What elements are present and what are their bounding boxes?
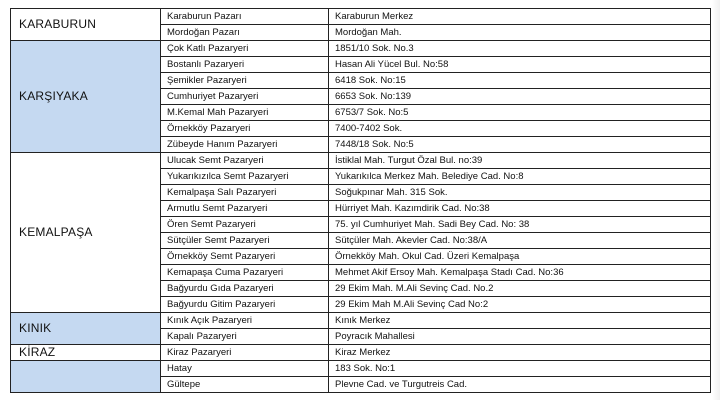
table-row bbox=[11, 313, 711, 329]
district-cell: KİRAZ bbox=[11, 345, 161, 361]
market-address-cell: 183 Sok. No:1 bbox=[329, 361, 711, 377]
district-cell: KARŞIYAKA bbox=[11, 41, 161, 153]
market-table-body bbox=[11, 9, 711, 393]
market-address-cell: Karaburun Merkez bbox=[329, 9, 711, 25]
market-address-cell: Plevne Cad. ve Turgutreis Cad. bbox=[329, 377, 711, 393]
market-table-sheet bbox=[10, 8, 710, 393]
market-address-cell: 29 Ekim Mah M.Ali Sevinç Cad No:2 bbox=[329, 297, 711, 313]
market-name-cell: Mordoğan Pazarı bbox=[161, 25, 329, 41]
market-address-cell: 1851/10 Sok. No.3 bbox=[329, 41, 711, 57]
market-name-cell: Kemapaşa Cuma Pazaryeri bbox=[161, 265, 329, 281]
market-address-cell: 6653 Sok. No:139 bbox=[329, 89, 711, 105]
table-row bbox=[11, 345, 711, 361]
market-name-cell: M.Kemal Mah Pazaryeri bbox=[161, 105, 329, 121]
market-name-cell: Ulucak Semt Pazaryeri bbox=[161, 153, 329, 169]
market-name-cell: Şemikler Pazaryeri bbox=[161, 73, 329, 89]
page-edge-shadow bbox=[712, 0, 720, 400]
table-row bbox=[11, 361, 711, 377]
market-name-cell: Gültepe bbox=[161, 377, 329, 393]
district-cell: KARABURUN bbox=[11, 9, 161, 41]
market-address-cell: Kiraz Merkez bbox=[329, 345, 711, 361]
market-name-cell: Yukarıkızılca Semt Pazaryeri bbox=[161, 169, 329, 185]
market-name-cell: Kiraz Pazaryeri bbox=[161, 345, 329, 361]
market-address-cell: 7400-7402 Sok. bbox=[329, 121, 711, 137]
market-name-cell: Bağyurdu Gitim Pazaryeri bbox=[161, 297, 329, 313]
market-name-cell: Kapalı Pazaryeri bbox=[161, 329, 329, 345]
market-name-cell: Bostanlı Pazaryeri bbox=[161, 57, 329, 73]
table-row bbox=[11, 41, 711, 57]
table-row bbox=[11, 153, 711, 169]
market-address-cell: Örnekköy Mah. Okul Cad. Üzeri Kemalpaşa bbox=[329, 249, 711, 265]
market-name-cell: Karaburun Pazarı bbox=[161, 9, 329, 25]
market-address-cell: Hürriyet Mah. Kazımdirik Cad. No:38 bbox=[329, 201, 711, 217]
market-address-cell: 6418 Sok. No:15 bbox=[329, 73, 711, 89]
market-name-cell: Bağyurdu Gıda Pazaryeri bbox=[161, 281, 329, 297]
market-address-cell: Mordoğan Mah. bbox=[329, 25, 711, 41]
market-name-cell: Örnekköy Semt Pazaryeri bbox=[161, 249, 329, 265]
market-address-cell: Hasan Ali Yücel Bul. No:58 bbox=[329, 57, 711, 73]
market-address-cell: İstiklal Mah. Turgut Özal Bul. no:39 bbox=[329, 153, 711, 169]
market-name-cell: Cumhuriyet Pazaryeri bbox=[161, 89, 329, 105]
district-cell: KEMALPAŞA bbox=[11, 153, 161, 313]
market-address-cell: Yukarıkılca Merkez Mah. Belediye Cad. No:8 bbox=[329, 169, 711, 185]
market-name-cell: Kemalpaşa Salı Pazaryeri bbox=[161, 185, 329, 201]
market-name-cell: Örnekköy Pazaryeri bbox=[161, 121, 329, 137]
market-name-cell: Armutlu Semt Pazaryeri bbox=[161, 201, 329, 217]
table-row bbox=[11, 9, 711, 25]
market-name-cell: Zübeyde Hanım Pazaryeri bbox=[161, 137, 329, 153]
market-name-cell: Kınık Açık Pazaryeri bbox=[161, 313, 329, 329]
district-cell bbox=[11, 361, 161, 393]
market-address-cell: Soğukpınar Mah. 315 Sok. bbox=[329, 185, 711, 201]
market-address-cell: 75. yıl Cumhuriyet Mah. Sadi Bey Cad. No: 38 bbox=[329, 217, 711, 233]
market-address-cell: 6753/7 Sok. No:5 bbox=[329, 105, 711, 121]
market-name-cell: Ören Semt Pazaryeri bbox=[161, 217, 329, 233]
market-name-cell: Hatay bbox=[161, 361, 329, 377]
market-address-cell: 7448/18 Sok. No:5 bbox=[329, 137, 711, 153]
market-address-cell: Kınık Merkez bbox=[329, 313, 711, 329]
district-cell: KINIK bbox=[11, 313, 161, 345]
market-table bbox=[10, 8, 711, 393]
market-name-cell: Çok Katlı Pazaryeri bbox=[161, 41, 329, 57]
market-address-cell: 29 Ekim Mah. M.Ali Sevinç Cad. No.2 bbox=[329, 281, 711, 297]
market-address-cell: Sütçüler Mah. Akevler Cad. No:38/A bbox=[329, 233, 711, 249]
market-name-cell: Sütçüler Semt Pazaryeri bbox=[161, 233, 329, 249]
market-address-cell: Poyracık Mahallesi bbox=[329, 329, 711, 345]
market-address-cell: Mehmet Akif Ersoy Mah. Kemalpaşa Stadı Cad. No:36 bbox=[329, 265, 711, 281]
